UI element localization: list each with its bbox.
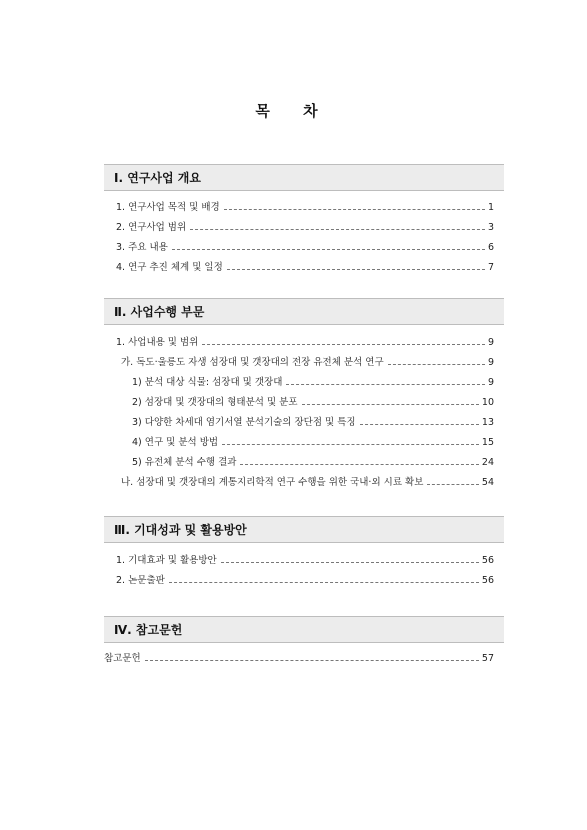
toc-entry-page: 54 <box>481 477 494 488</box>
section-heading: Ⅱ. 사업수행 부문 <box>104 298 504 325</box>
toc-entry-page: 3 <box>487 222 494 233</box>
leader-dots <box>388 364 485 365</box>
section-2 <box>104 298 504 325</box>
section-4 <box>104 616 504 643</box>
toc-entry-label: 2) 섬장대 및 갯장대의 형태분석 및 분포 <box>132 397 298 408</box>
toc-entry-label: 4. 연구 추진 체계 및 일정 <box>116 262 223 273</box>
toc-entry-label: 5) 유전체 분석 수행 결과 <box>132 457 237 468</box>
toc-entry[interactable] <box>116 219 494 233</box>
toc-entry[interactable] <box>116 572 494 586</box>
toc-entry-page: 15 <box>481 437 494 448</box>
toc-entry[interactable] <box>116 239 494 253</box>
toc-entry-label: 가. 독도·울릉도 자생 섬장대 및 갯장대의 전장 유전체 분석 연구 <box>121 357 384 368</box>
toc-entry-label: 1) 분석 대상 식물: 섬장대 및 갯장대 <box>132 377 283 388</box>
leader-dots <box>202 344 485 345</box>
toc-entry-page: 1 <box>487 202 494 213</box>
toc-entry[interactable] <box>132 374 494 388</box>
leader-dots <box>190 229 485 230</box>
page-title: 목 차 <box>255 102 332 120</box>
toc-entry-label: 2. 연구사업 범위 <box>116 222 187 233</box>
toc-entry-page: 9 <box>487 357 494 368</box>
toc-entry[interactable] <box>104 650 494 664</box>
leader-dots <box>169 582 479 583</box>
toc-entry[interactable] <box>116 199 494 213</box>
toc-entry-page: 56 <box>481 575 494 586</box>
toc-entry-label: 1. 사업내용 및 범위 <box>116 337 199 348</box>
toc-entry-page: 13 <box>481 417 494 428</box>
toc-entry-page: 9 <box>487 337 494 348</box>
toc-entry[interactable] <box>116 552 494 566</box>
leader-dots <box>360 424 479 425</box>
toc-entry-page: 6 <box>487 242 494 253</box>
toc-entry-page: 7 <box>487 262 494 273</box>
toc-entry-label: 2. 논문출판 <box>116 575 165 586</box>
section-3 <box>104 516 504 543</box>
toc-entry[interactable] <box>116 259 494 273</box>
section-1 <box>104 164 504 191</box>
toc-entry[interactable] <box>132 394 494 408</box>
toc-entry[interactable] <box>116 334 494 348</box>
section-heading: Ⅲ. 기대성과 및 활용방안 <box>104 516 504 543</box>
toc-entry-label: 3) 다양한 차세대 염기서열 분석기술의 장단점 및 특징 <box>132 417 356 428</box>
leader-dots <box>302 404 479 405</box>
leader-dots <box>286 384 485 385</box>
leader-dots <box>222 444 479 445</box>
leader-dots <box>221 562 479 563</box>
leader-dots <box>227 269 485 270</box>
toc-entry-label: 1. 연구사업 목적 및 배경 <box>116 202 220 213</box>
leader-dots <box>172 249 485 250</box>
toc-entry-label: 1. 기대효과 및 활용방안 <box>116 555 217 566</box>
leader-dots <box>240 464 478 465</box>
section-heading: Ⅳ. 참고문헌 <box>104 616 504 643</box>
toc-entry-page: 9 <box>487 377 494 388</box>
toc-entry-label: 나. 섬장대 및 갯장대의 계통지리학적 연구 수행을 위한 국내·외 시료 확보 <box>121 477 424 488</box>
toc-entry[interactable] <box>132 434 494 448</box>
toc-entry[interactable] <box>121 474 494 488</box>
leader-dots <box>224 209 485 210</box>
toc-entry[interactable] <box>132 414 494 428</box>
toc-entry[interactable] <box>132 454 494 468</box>
toc-entry[interactable] <box>121 354 494 368</box>
toc-entry-page: 56 <box>481 555 494 566</box>
toc-entry-page: 57 <box>481 653 494 664</box>
toc-entry-page: 10 <box>481 397 494 408</box>
toc-entry-label: 참고문헌 <box>104 653 141 664</box>
toc-entry-label: 3. 주요 내용 <box>116 242 168 253</box>
toc-entry-page: 24 <box>481 457 494 468</box>
section-heading: Ⅰ. 연구사업 개요 <box>104 164 504 191</box>
leader-dots <box>145 660 479 661</box>
toc-entry-label: 4) 연구 및 분석 방법 <box>132 437 219 448</box>
leader-dots <box>427 484 479 485</box>
